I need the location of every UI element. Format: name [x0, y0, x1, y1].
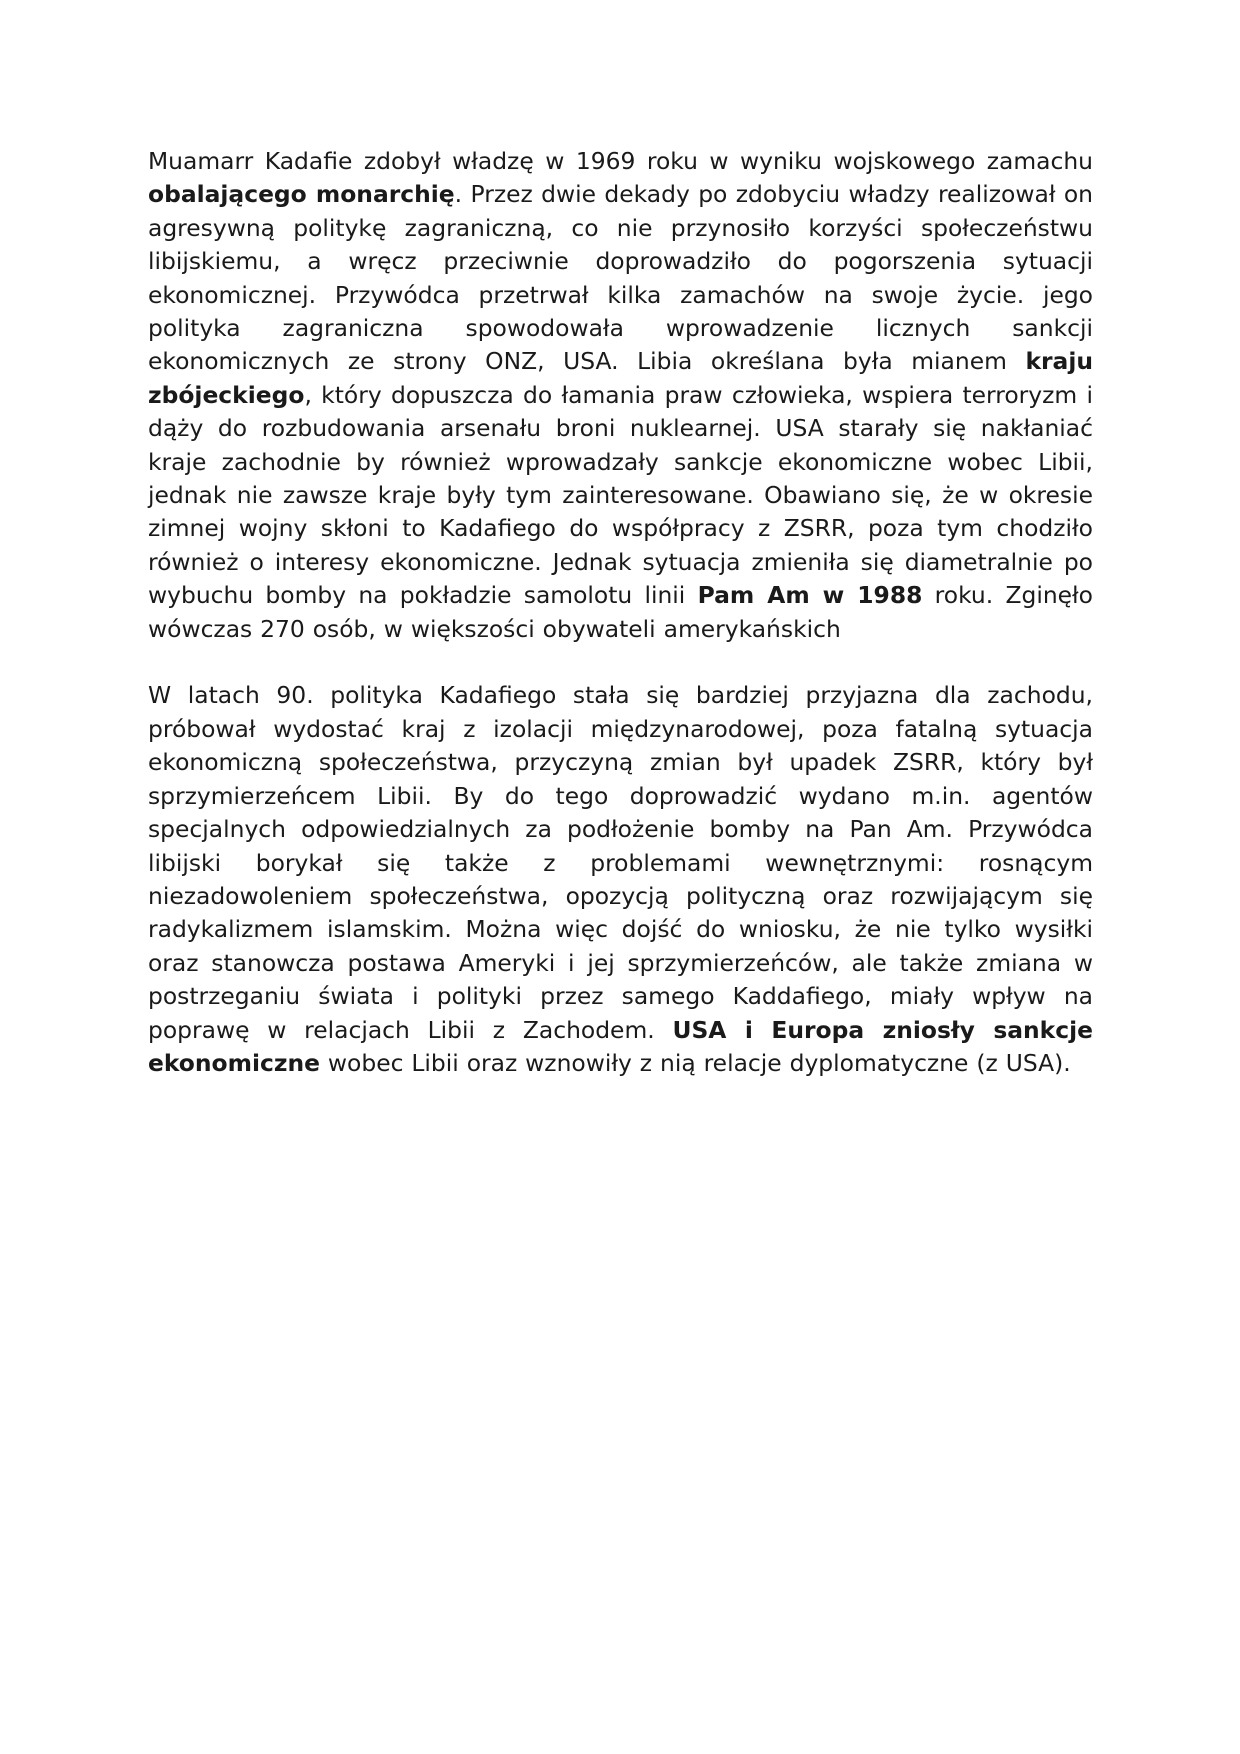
bold-phrase: Pam Am w 1988	[697, 581, 923, 610]
bold-phrase: USA i Europa zniosły sankcje ekonomiczne	[148, 1015, 1093, 1077]
paragraph-1	[148, 145, 1093, 646]
document-page	[148, 145, 1093, 1114]
paragraph-2	[148, 679, 1093, 1080]
bold-phrase: kraju zbójeckiego	[148, 347, 1093, 409]
paragraph-text: . Przez dwie dekady po zdobyciu władzy realizował on agresywną politykę zagraniczną, co nie przynosiło korzyści społeczeństwu libijskiemu, a wręcz przeciwnie doprowadziło do pogorszenia sytuacji ekonomicznej. Przywódca przetrwał kilka zamachów na swoje życie. jego polityka zagraniczna spowodowała wprowadzenie licznych sankcji ekonomicznych ze strony ONZ, USA. Libia określana była mianem	[148, 180, 1093, 376]
paragraph-text: wobec Libii oraz wznowiły z nią relacje dyplomatyczne (z USA).	[319, 1048, 1071, 1077]
bold-phrase: obalającego monarchię	[148, 180, 455, 209]
paragraph-text: W latach 90. polityka Kadafiego stała się bardziej przyjazna dla zachodu, próbował wydostać kraj z izolacji międzynarodowej, poza fatalną sytuacja ekonomiczną społeczeństwa, przyczyną zmian był upadek ZSRR, który był sprzymierzeńcem Libii. By do tego doprowadzić wydano m.in. agentów specjalnych odpowiedzialnych za podłożenie bomby na Pan Am. Przywódca libijski borykał się także z problemami wewnętrznymi: rosnącym niezadowoleniem społeczeństwa, opozycją polityczną oraz rozwijającym się radykalizmem islamskim. Można więc dojść do wniosku, że nie tylko wysiłki oraz stanowcza postawa Ameryki i jej sprzymierzeńców, ale także zmiana w postrzeganiu świata i polityki przez samego Kaddafiego, miały wpływ na poprawę w relacjach Libii z Zachodem.	[148, 681, 1093, 1044]
paragraph-text: roku. Zginęło wówczas 270 osób, w większości obywateli amerykańskich	[148, 581, 1093, 643]
paragraph-text: , który dopuszcza do łamania praw człowieka, wspiera terroryzm i dąży do rozbudowania arsenału broni nuklearnej. USA starały się nakłaniać kraje zachodnie by również wprowadzały sankcje ekonomiczne wobec Libii, jednak nie zawsze kraje były tym zainteresowane. Obawiano się, że w okresie zimnej wojny skłoni to Kadafiego do współpracy z ZSRR, poza tym chodziło również o interesy ekonomiczne. Jednak sytuacja zmieniła się diametralnie po wybuchu bomby na pokładzie samolotu linii	[148, 380, 1093, 610]
paragraph-text: Muamarr Kadafie zdobył władzę w 1969 roku w wyniku wojskowego zamachu	[148, 147, 1093, 175]
